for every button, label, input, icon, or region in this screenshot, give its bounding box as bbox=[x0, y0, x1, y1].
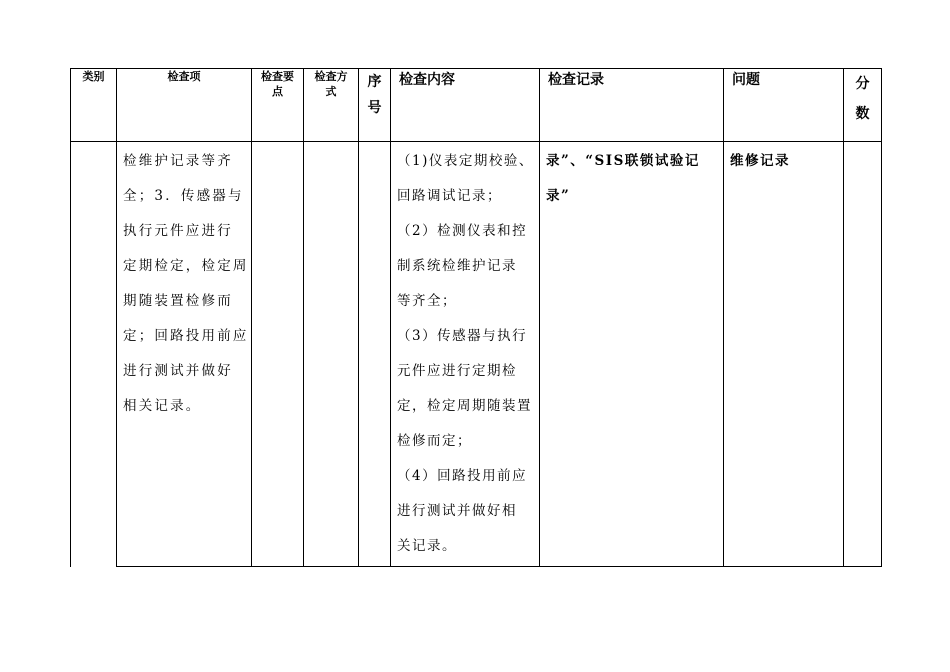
content-line: 元件应进行定期检 bbox=[397, 363, 517, 379]
content-line: 检修而定； bbox=[397, 433, 472, 449]
item-line: 检维护记录等齐 bbox=[123, 153, 233, 169]
header-method bbox=[304, 69, 359, 142]
header-row bbox=[71, 69, 882, 142]
table-row bbox=[71, 142, 882, 567]
content-line: 定，检定周期随装置 bbox=[397, 398, 532, 414]
content-line: （4）回路投用前应 bbox=[397, 468, 528, 484]
cell-seq bbox=[359, 142, 391, 567]
content-line: （2）检测仪表和控 bbox=[397, 223, 528, 239]
header-method-text: 检查方 式 bbox=[314, 70, 348, 98]
header-issue: 问题 bbox=[724, 69, 844, 142]
header-seq-text: 序 号 bbox=[367, 74, 382, 116]
header-score bbox=[844, 69, 882, 142]
header-score-text: 分 数 bbox=[855, 76, 870, 122]
record-line: 录” bbox=[546, 188, 571, 204]
item-line: 相关记录。 bbox=[123, 398, 202, 414]
cell-score bbox=[844, 142, 882, 567]
header-category: 类别 bbox=[71, 69, 117, 142]
content-line: 进行测试并做好相 bbox=[397, 503, 517, 519]
record-line: 录”、“SIS联锁试验记 bbox=[546, 153, 700, 169]
header-key-points bbox=[252, 69, 304, 142]
header-record: 检查记录 bbox=[540, 69, 724, 142]
content-line: 回路调试记录； bbox=[397, 188, 502, 204]
content-text bbox=[391, 142, 539, 564]
item-line: 定期检定，检定周 bbox=[123, 258, 249, 274]
item-line: 定；回路投用前应 bbox=[123, 328, 249, 344]
cell-record bbox=[540, 142, 724, 567]
item-line: 期随装置检修而 bbox=[123, 293, 233, 309]
issue-text: 维修记录 bbox=[730, 153, 790, 169]
cell-category bbox=[71, 142, 117, 567]
content-line: 关记录。 bbox=[397, 538, 457, 554]
content-line: （3）传感器与执行 bbox=[397, 328, 528, 344]
item-line: 全；3．传感器与 bbox=[123, 188, 244, 204]
cell-key-points bbox=[252, 142, 304, 567]
content-line: 制系统检维护记录 bbox=[397, 258, 517, 274]
item-text bbox=[117, 142, 251, 424]
cell-content bbox=[391, 142, 540, 567]
header-key-points-text: 检查要 点 bbox=[261, 70, 294, 98]
item-line: 执行元件应进行 bbox=[123, 223, 233, 239]
header-content: 检查内容 bbox=[391, 69, 540, 142]
record-text bbox=[540, 142, 723, 214]
cell-issue bbox=[724, 142, 844, 567]
content-line: （1)仪表定期校验、 bbox=[397, 153, 534, 169]
inspection-table bbox=[70, 68, 882, 567]
cell-item bbox=[117, 142, 252, 567]
content-line: 等齐全； bbox=[397, 293, 457, 309]
item-line: 进行测试并做好 bbox=[123, 363, 233, 379]
header-item: 检查项 bbox=[117, 69, 252, 142]
cell-method bbox=[304, 142, 359, 567]
header-seq bbox=[359, 69, 391, 142]
